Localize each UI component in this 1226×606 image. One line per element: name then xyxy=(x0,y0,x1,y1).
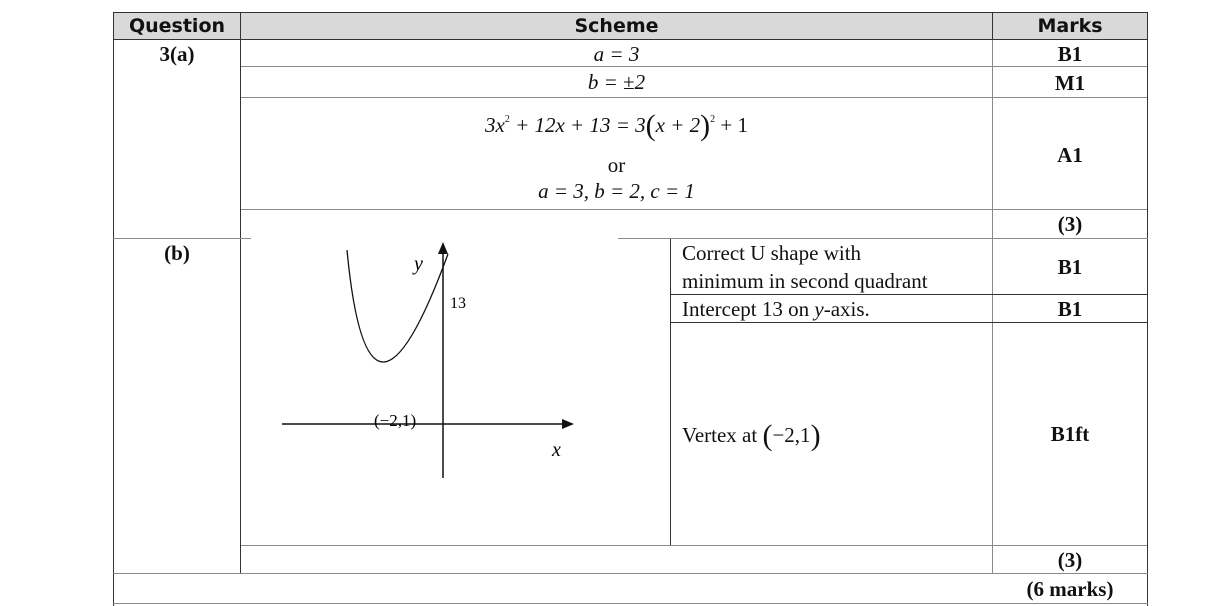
scheme-a-value: a = 3 xyxy=(593,42,640,66)
x-axis-label: x xyxy=(552,439,561,461)
row-line-3 xyxy=(241,209,1147,210)
y-axis-label: y xyxy=(414,253,423,275)
abc-values: a = 3, b = 2, c = 1 xyxy=(538,179,695,203)
row-line-b3 xyxy=(241,545,1147,546)
header-marks: Marks xyxy=(1037,15,1103,37)
table-border-left xyxy=(113,12,114,606)
header-question: Question xyxy=(128,15,226,37)
expr-lhs: 3x xyxy=(484,113,505,137)
expr-lhs-rest: + 12x + 13 = 3 xyxy=(509,113,646,137)
completed-square-expression: $3x^2 + 12x + 13 = 3(x + 2)^2 + 1$ xyxy=(484,109,748,142)
row-line-2 xyxy=(241,97,1147,98)
mark-m1: M1 xyxy=(1054,71,1086,95)
criterion-intercept xyxy=(682,297,870,322)
row-line-b4 xyxy=(113,573,1148,574)
expr-tail: + 1 xyxy=(715,113,748,137)
criterion-shape-line1: Correct U shape with xyxy=(682,241,862,265)
col-line-criteria xyxy=(670,238,671,545)
vertex-label: (−2,1) xyxy=(374,411,417,430)
header-scheme: Scheme xyxy=(574,15,659,37)
row-line-b1 xyxy=(671,294,1148,295)
criterion-vertex-pre: Vertex at xyxy=(682,423,763,447)
or-text: or xyxy=(607,153,626,177)
parabola-curve xyxy=(347,250,448,362)
table-border-right xyxy=(1147,12,1148,606)
part-separator-left xyxy=(113,238,251,239)
subtotal-b: (3) xyxy=(1057,548,1083,572)
total-marks: (6 marks) xyxy=(1026,577,1114,601)
mark-b1ft: B1ft xyxy=(1050,422,1090,446)
parabola-sketch xyxy=(270,238,590,488)
criterion-intercept-post: -axis. xyxy=(823,297,870,321)
part-separator-right xyxy=(618,238,1148,239)
subtotal-a: (3) xyxy=(1057,212,1083,236)
row-line-b2 xyxy=(671,322,1148,323)
scheme-b-value: b = ±2 xyxy=(587,70,646,94)
col-line-marks-header xyxy=(992,12,993,40)
mark-a1: A1 xyxy=(1057,143,1083,167)
criterion-shape-line2: minimum in second quadrant xyxy=(682,269,928,293)
mark-b1-a: B1 xyxy=(1057,42,1083,66)
criterion-vertex: Vertex at (−2,1) xyxy=(682,419,821,452)
question-label-3a: 3(a) xyxy=(159,42,195,66)
table-border-bottom xyxy=(113,603,1148,604)
criterion-intercept-pre: Intercept 13 on xyxy=(682,297,815,321)
expr-inner: x + 2 xyxy=(655,113,701,137)
question-label-b: (b) xyxy=(164,241,190,265)
intercept-label: 13 xyxy=(450,295,466,312)
criterion-intercept-var: y xyxy=(814,297,824,321)
criterion-vertex-value: −2,1 xyxy=(772,423,811,447)
mark-b1-shape: B1 xyxy=(1057,255,1083,279)
mark-b1-intercept: B1 xyxy=(1057,297,1083,321)
expr-lhs-exp: 2 xyxy=(504,114,510,125)
expr-outer-exp: 2 xyxy=(710,114,716,125)
